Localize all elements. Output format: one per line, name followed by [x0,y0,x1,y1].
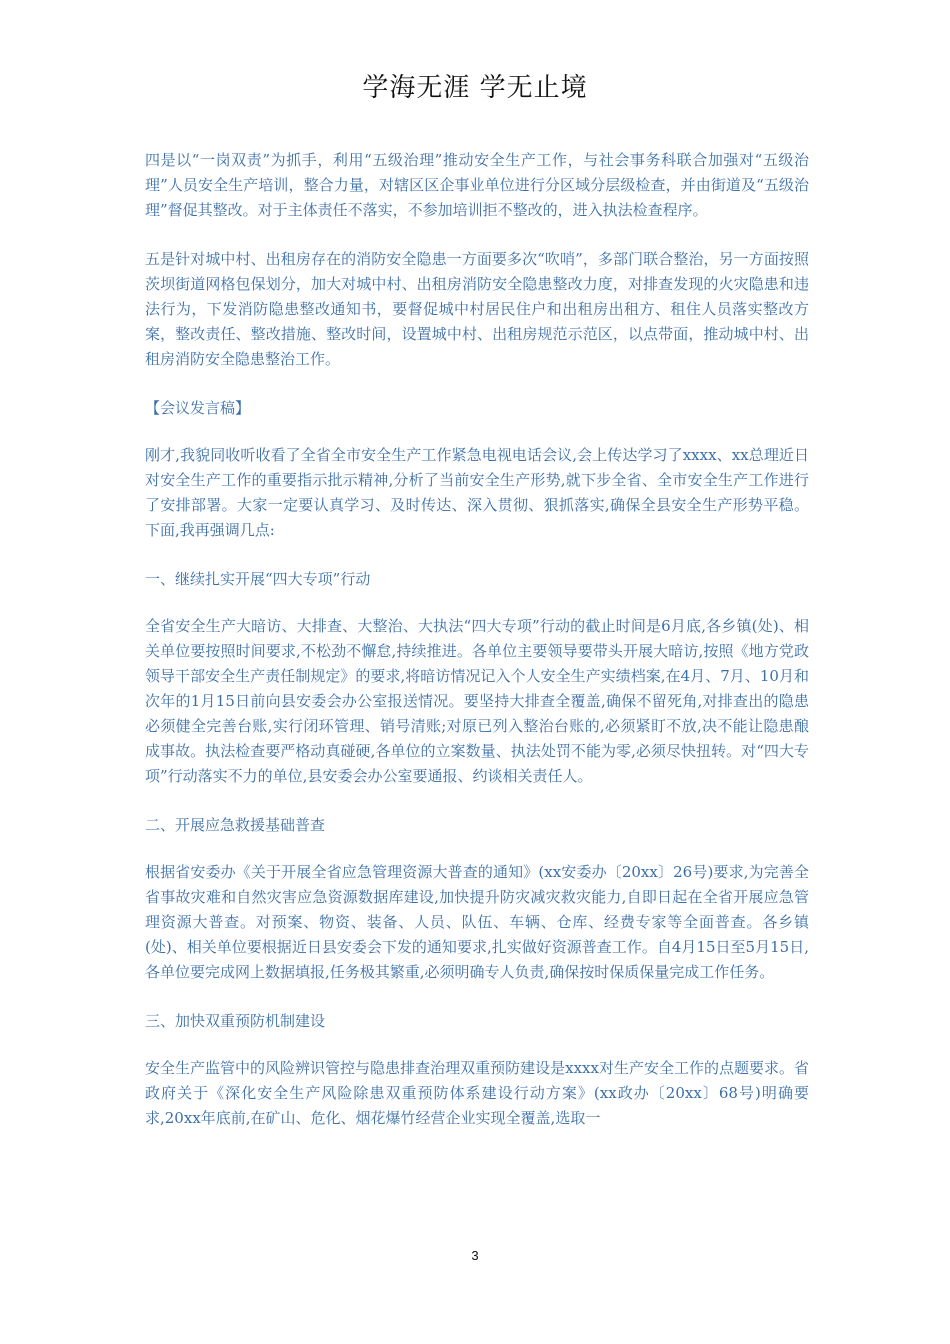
paragraph-section-1: 全省安全生产大暗访、大排查、大整治、大执法“四大专项”行动的截止时间是6月底,各乡镇(处)、相关单位要按照时间要求,不松劲不懈怠,持续推进。各单位主要领导要带头开展大暗访,按照《地方党政领导干部安全生产责任制规定》的要求,将暗访情况记入个人安全生产实绩档案,在4月、7月、10月和次年的1月15日前向县安委会办公室报送情况。要坚持大排查全覆盖,确保不留死角,对排查出的隐患必须健全完善台账,实行闭环管理、销号清账;对原已列入整治台账的,必须紧盯不放,决不能让隐患酿成事故。执法检查要严格动真碰硬,各单位的立案数量、执法处罚不能为零,必须尽快扭转。对“四大专项”行动落实不力的单位,县安委会办公室要通报、约谈相关责任人。 [145,617,809,785]
document-body [145,148,809,1155]
page-number: 3 [471,1248,479,1263]
page-header-title: 学海无涯 学无止境 [362,73,588,103]
section-heading-3: 三、加快双重预防机制建设 [145,1012,326,1030]
paragraph-section-2: 根据省安委办《关于开展全省应急管理资源大普查的通知》(xx安委办〔20xx〕26号)要求,为完善全省事故灾难和自然灾害应急资源数据库建设,加快提升防灾减灾救灾能力,自即日起在全省开展应急管理资源大普查。对预案、物资、装备、人员、队伍、车辆、仓库、经费专家等全面普查。各乡镇(处)、相关单位要根据近日县安委会下发的通知要求,扎实做好资源普查工作。自4月15日至5月15日,各单位要完成网上数据填报,任务极其繁重,必须明确专人负责,确保按时保质保量完成工作任务。 [145,863,809,981]
section-heading-1: 一、继续扎实开展“四大专项”行动 [145,570,371,588]
paragraph-intro: 刚才,我貌同收听收看了全省全市安全生产工作紧急电视电话会议,会上传达学习了xxxx、xx总理近日对安全生产工作的重要指示批示精神,分析了当前安全生产形势,就下步全省、全市安全生产工作进行了安排部署。大家一定要认真学习、及时传达、深入贯彻、狠抓落实,确保全县安全生产形势平稳。下面,我再强调几点: [145,446,809,539]
section-heading-speech: 【会议发言稿】 [145,399,251,417]
paragraph-section-3: 安全生产监管中的风险辨识管控与隐患排查治理双重预防建设是xxxx对生产安全工作的点题要求。省政府关于《深化安全生产风险除患双重预防体系建设行动方案》(xx政办〔20xx〕68号)明确要求,20xx年底前,在矿山、危化、烟花爆竹经营企业实现全覆盖,选取一 [145,1059,809,1127]
paragraph-item-5: 五是针对城中村、出租房存在的消防安全隐患一方面要多次“吹哨”，多部门联合整治，另一方面按照茨坝街道网格包保划分，加大对城中村、出租房消防安全隐患整改力度，对排查发现的火灾隐患和违法行为，下发消防隐患整改通知书，要督促城中村居民住户和出租房出租方、租住人员落实整改方案，整改责任、整改措施、整改时间，设置城中村、出租房规范示范区，以点带面，推动城中村、出租房消防安全隐患整治工作。 [145,250,809,368]
paragraph-item-4: 四是以“一岗双责”为抓手，利用“五级治理”推动安全生产工作，与社会事务科联合加强对“五级治理”人员安全生产培训，整合力量，对辖区区企事业单位进行分区域分层级检查，并由街道及“五级治理”督促其整改。对于主体责任不落实，不参加培训拒不整改的，进入执法检查程序。 [145,151,809,219]
section-heading-2: 二、开展应急救援基础普查 [145,816,326,834]
